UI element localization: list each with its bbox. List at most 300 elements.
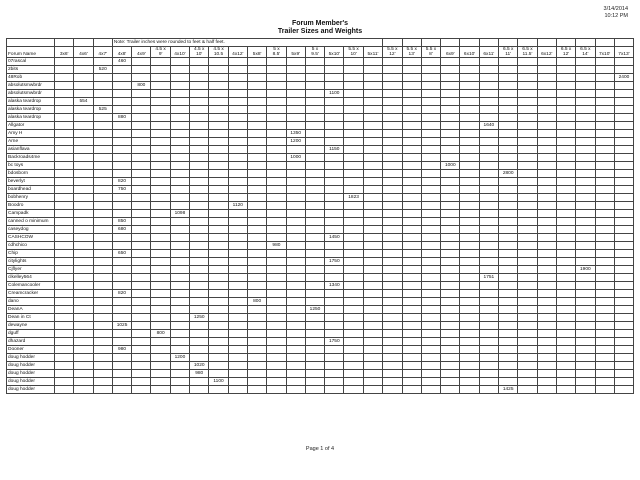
empty-cell [518, 330, 537, 338]
header-size-bottom: 12' [562, 52, 570, 57]
empty-cell [576, 242, 595, 250]
empty-cell [247, 138, 266, 146]
empty-cell [518, 298, 537, 306]
empty-cell [247, 58, 266, 66]
trailer-table [6, 38, 634, 394]
empty-cell [190, 130, 209, 138]
empty-cell [537, 322, 556, 330]
empty-cell [170, 66, 189, 74]
empty-cell [537, 114, 556, 122]
empty-cell [421, 162, 440, 170]
empty-cell [55, 346, 74, 354]
empty-cell [325, 170, 344, 178]
empty-cell [537, 178, 556, 186]
weight-cell: 1340 [325, 282, 344, 290]
empty-cell [499, 146, 518, 154]
empty-cell [556, 82, 575, 90]
empty-cell [305, 82, 324, 90]
empty-cell [151, 386, 170, 394]
empty-cell [325, 330, 344, 338]
empty-cell [93, 114, 112, 122]
empty-cell [499, 354, 518, 362]
empty-cell [228, 74, 247, 82]
empty-cell [286, 290, 305, 298]
empty-cell [402, 178, 421, 186]
empty-cell [576, 66, 595, 74]
empty-cell [286, 82, 305, 90]
empty-cell [595, 66, 614, 74]
empty-cell [499, 58, 518, 66]
empty-cell [363, 106, 382, 114]
empty-cell [151, 66, 170, 74]
empty-cell [151, 202, 170, 210]
empty-cell [537, 346, 556, 354]
empty-cell [286, 282, 305, 290]
empty-cell [190, 114, 209, 122]
empty-cell [74, 330, 93, 338]
empty-cell [190, 58, 209, 66]
empty-cell [247, 330, 266, 338]
empty-cell [151, 378, 170, 386]
empty-cell [132, 378, 151, 386]
empty-cell [344, 250, 363, 258]
empty-cell [460, 186, 479, 194]
header-size [441, 47, 460, 58]
table-row [7, 106, 634, 114]
header-size-bottom: 12' [389, 52, 396, 57]
empty-cell [383, 162, 402, 170]
table-row [7, 378, 634, 386]
empty-cell [228, 338, 247, 346]
empty-cell [383, 282, 402, 290]
empty-cell [132, 298, 151, 306]
empty-cell [112, 106, 131, 114]
empty-cell [247, 186, 266, 194]
empty-cell [499, 282, 518, 290]
empty-cell [537, 122, 556, 130]
empty-cell [190, 226, 209, 234]
empty-cell [267, 258, 286, 266]
empty-cell [170, 114, 189, 122]
empty-cell [421, 66, 440, 74]
empty-cell [556, 202, 575, 210]
weight-cell: 520 [93, 66, 112, 74]
note-row-cell [518, 39, 537, 47]
empty-cell [209, 258, 228, 266]
empty-cell [74, 378, 93, 386]
empty-cell [421, 306, 440, 314]
empty-cell [441, 178, 460, 186]
empty-cell [132, 338, 151, 346]
empty-cell [344, 234, 363, 242]
empty-cell [55, 66, 74, 74]
empty-cell [325, 114, 344, 122]
empty-cell [537, 162, 556, 170]
empty-cell [228, 98, 247, 106]
empty-cell [267, 194, 286, 202]
empty-cell [383, 130, 402, 138]
empty-cell [74, 226, 93, 234]
empty-cell [363, 138, 382, 146]
table-row [7, 314, 634, 322]
empty-cell [286, 338, 305, 346]
empty-cell [55, 370, 74, 378]
empty-cell [55, 202, 74, 210]
empty-cell [305, 226, 324, 234]
note-row-cell [421, 39, 440, 47]
empty-cell [228, 234, 247, 242]
empty-cell [93, 290, 112, 298]
empty-cell [209, 250, 228, 258]
note-row-cell [499, 39, 518, 47]
empty-cell [556, 378, 575, 386]
empty-cell [170, 282, 189, 290]
empty-cell [132, 258, 151, 266]
empty-cell [499, 194, 518, 202]
empty-cell [537, 386, 556, 394]
empty-cell [170, 154, 189, 162]
empty-cell [267, 170, 286, 178]
empty-cell [325, 154, 344, 162]
empty-cell [93, 146, 112, 154]
empty-cell [112, 82, 131, 90]
empty-cell [363, 154, 382, 162]
empty-cell [151, 178, 170, 186]
empty-cell [209, 234, 228, 242]
empty-cell [499, 98, 518, 106]
empty-cell [209, 122, 228, 130]
table-row [7, 362, 634, 370]
empty-cell [305, 162, 324, 170]
empty-cell [595, 162, 614, 170]
empty-cell [499, 298, 518, 306]
empty-cell [402, 314, 421, 322]
empty-cell [132, 194, 151, 202]
empty-cell [614, 314, 633, 322]
empty-cell [518, 322, 537, 330]
empty-cell [209, 154, 228, 162]
empty-cell [247, 370, 266, 378]
empty-cell [441, 66, 460, 74]
empty-cell [537, 298, 556, 306]
empty-cell [325, 218, 344, 226]
forum-name-cell: 07rascal [7, 58, 55, 66]
empty-cell [614, 266, 633, 274]
empty-cell [151, 314, 170, 322]
table-row [7, 354, 634, 362]
empty-cell [363, 186, 382, 194]
weight-cell: 1025 [112, 322, 131, 330]
empty-cell [267, 82, 286, 90]
empty-cell [209, 330, 228, 338]
header-size-bottom: 6x10' [463, 52, 476, 57]
empty-cell [402, 346, 421, 354]
empty-cell [55, 130, 74, 138]
empty-cell [170, 290, 189, 298]
empty-cell [325, 298, 344, 306]
empty-cell [421, 338, 440, 346]
empty-cell [556, 66, 575, 74]
empty-cell [479, 170, 498, 178]
empty-cell [614, 210, 633, 218]
empty-cell [132, 354, 151, 362]
empty-cell [518, 218, 537, 226]
empty-cell [383, 258, 402, 266]
empty-cell [460, 298, 479, 306]
empty-cell [267, 274, 286, 282]
forum-name-cell: doug hodder [7, 378, 55, 386]
header-size-top: 5.5 x [387, 47, 398, 52]
empty-cell [170, 346, 189, 354]
empty-cell [305, 218, 324, 226]
empty-cell [518, 98, 537, 106]
empty-cell [325, 266, 344, 274]
empty-cell [441, 210, 460, 218]
empty-cell [209, 290, 228, 298]
empty-cell [556, 338, 575, 346]
empty-cell [325, 106, 344, 114]
note-row-cell [595, 39, 614, 47]
empty-cell [402, 370, 421, 378]
empty-cell [576, 98, 595, 106]
empty-cell [151, 210, 170, 218]
empty-cell [402, 106, 421, 114]
empty-cell [170, 98, 189, 106]
table-row [7, 210, 634, 218]
empty-cell [286, 170, 305, 178]
empty-cell [305, 274, 324, 282]
empty-cell [479, 370, 498, 378]
empty-cell [614, 122, 633, 130]
empty-cell [556, 362, 575, 370]
empty-cell [556, 218, 575, 226]
header-size-bottom: 4x7' [98, 52, 108, 57]
empty-cell [595, 266, 614, 274]
empty-cell [170, 226, 189, 234]
empty-cell [363, 170, 382, 178]
forum-name-cell: dguff [7, 330, 55, 338]
empty-cell [325, 74, 344, 82]
empty-cell [267, 354, 286, 362]
empty-cell [209, 186, 228, 194]
empty-cell [383, 346, 402, 354]
empty-cell [267, 162, 286, 170]
empty-cell [344, 186, 363, 194]
empty-cell [518, 210, 537, 218]
empty-cell [93, 330, 112, 338]
header-size-bottom: 8' [429, 52, 433, 57]
table-row [7, 90, 634, 98]
empty-cell [383, 306, 402, 314]
empty-cell [383, 274, 402, 282]
empty-cell [614, 298, 633, 306]
empty-cell [441, 242, 460, 250]
empty-cell [267, 130, 286, 138]
empty-cell [151, 146, 170, 154]
empty-cell [74, 250, 93, 258]
header-size [325, 47, 344, 58]
empty-cell [286, 370, 305, 378]
weight-cell: 1350 [286, 130, 305, 138]
empty-cell [479, 194, 498, 202]
empty-cell [479, 186, 498, 194]
weight-cell: 1200 [170, 354, 189, 362]
empty-cell [576, 330, 595, 338]
empty-cell [499, 362, 518, 370]
empty-cell [441, 306, 460, 314]
empty-cell [132, 250, 151, 258]
empty-cell [305, 138, 324, 146]
forum-name-cell: 2bits [7, 66, 55, 74]
empty-cell [556, 146, 575, 154]
empty-cell [190, 386, 209, 394]
empty-cell [112, 330, 131, 338]
empty-cell [363, 258, 382, 266]
header-size [576, 47, 595, 58]
empty-cell [518, 146, 537, 154]
empty-cell [479, 234, 498, 242]
empty-cell [402, 330, 421, 338]
empty-cell [595, 202, 614, 210]
weight-cell: 2800 [499, 170, 518, 178]
empty-cell [190, 162, 209, 170]
empty-cell [402, 194, 421, 202]
empty-cell [363, 378, 382, 386]
empty-cell [576, 194, 595, 202]
empty-cell [112, 130, 131, 138]
table-row [7, 162, 634, 170]
empty-cell [460, 74, 479, 82]
empty-cell [93, 58, 112, 66]
empty-cell [132, 146, 151, 154]
empty-cell [383, 122, 402, 130]
empty-cell [518, 346, 537, 354]
empty-cell [595, 234, 614, 242]
empty-cell [55, 362, 74, 370]
empty-cell [479, 386, 498, 394]
empty-cell [247, 154, 266, 162]
empty-cell [344, 202, 363, 210]
forum-name-cell: doug hodder [7, 386, 55, 394]
empty-cell [170, 170, 189, 178]
empty-cell [112, 370, 131, 378]
empty-cell [537, 362, 556, 370]
note-row-cell [74, 39, 93, 47]
empty-cell [228, 122, 247, 130]
empty-cell [305, 122, 324, 130]
empty-cell [460, 154, 479, 162]
empty-cell [363, 162, 382, 170]
empty-cell [518, 274, 537, 282]
empty-cell [132, 130, 151, 138]
empty-cell [344, 130, 363, 138]
empty-cell [74, 194, 93, 202]
header-size-bottom: 6x11' [483, 52, 495, 57]
note-row-cell [383, 39, 402, 47]
empty-cell [286, 354, 305, 362]
header-size-top: 4.5 x [155, 47, 166, 52]
empty-cell [170, 186, 189, 194]
empty-cell [537, 354, 556, 362]
empty-cell [595, 298, 614, 306]
empty-cell [518, 162, 537, 170]
empty-cell [132, 290, 151, 298]
empty-cell [74, 386, 93, 394]
empty-cell [151, 266, 170, 274]
empty-cell [267, 266, 286, 274]
empty-cell [576, 362, 595, 370]
empty-cell [305, 386, 324, 394]
note-row-cell [55, 39, 74, 47]
empty-cell [74, 314, 93, 322]
empty-cell [267, 154, 286, 162]
forum-name-cell: canned o minimum [7, 218, 55, 226]
empty-cell [518, 290, 537, 298]
empty-cell [383, 370, 402, 378]
empty-cell [170, 298, 189, 306]
empty-cell [151, 282, 170, 290]
empty-cell [132, 138, 151, 146]
empty-cell [499, 130, 518, 138]
empty-cell [151, 114, 170, 122]
forum-name-cell: alaska teardrop [7, 98, 55, 106]
empty-cell [325, 186, 344, 194]
header-forum-name [7, 47, 55, 58]
empty-cell [441, 298, 460, 306]
empty-cell [537, 138, 556, 146]
empty-cell [132, 306, 151, 314]
empty-cell [74, 106, 93, 114]
empty-cell [518, 202, 537, 210]
empty-cell [479, 298, 498, 306]
empty-cell [441, 290, 460, 298]
empty-cell [614, 354, 633, 362]
empty-cell [537, 146, 556, 154]
empty-cell [614, 58, 633, 66]
empty-cell [55, 226, 74, 234]
empty-cell [267, 290, 286, 298]
empty-cell [93, 170, 112, 178]
header-size [228, 47, 247, 58]
empty-cell [499, 178, 518, 186]
empty-cell [228, 370, 247, 378]
empty-cell [112, 282, 131, 290]
empty-cell [170, 178, 189, 186]
empty-cell [499, 154, 518, 162]
empty-cell [402, 258, 421, 266]
empty-cell [441, 154, 460, 162]
empty-cell [383, 290, 402, 298]
empty-cell [325, 322, 344, 330]
empty-cell [576, 274, 595, 282]
empty-cell [537, 226, 556, 234]
empty-cell [363, 146, 382, 154]
empty-cell [499, 210, 518, 218]
empty-cell [247, 218, 266, 226]
forum-name-cell: DeanA [7, 306, 55, 314]
empty-cell [112, 234, 131, 242]
empty-cell [344, 122, 363, 130]
empty-cell [112, 314, 131, 322]
empty-cell [402, 146, 421, 154]
table-row [7, 194, 634, 202]
empty-cell [228, 194, 247, 202]
empty-cell [499, 346, 518, 354]
empty-cell [595, 74, 614, 82]
empty-cell [344, 82, 363, 90]
empty-cell [441, 146, 460, 154]
empty-cell [190, 90, 209, 98]
